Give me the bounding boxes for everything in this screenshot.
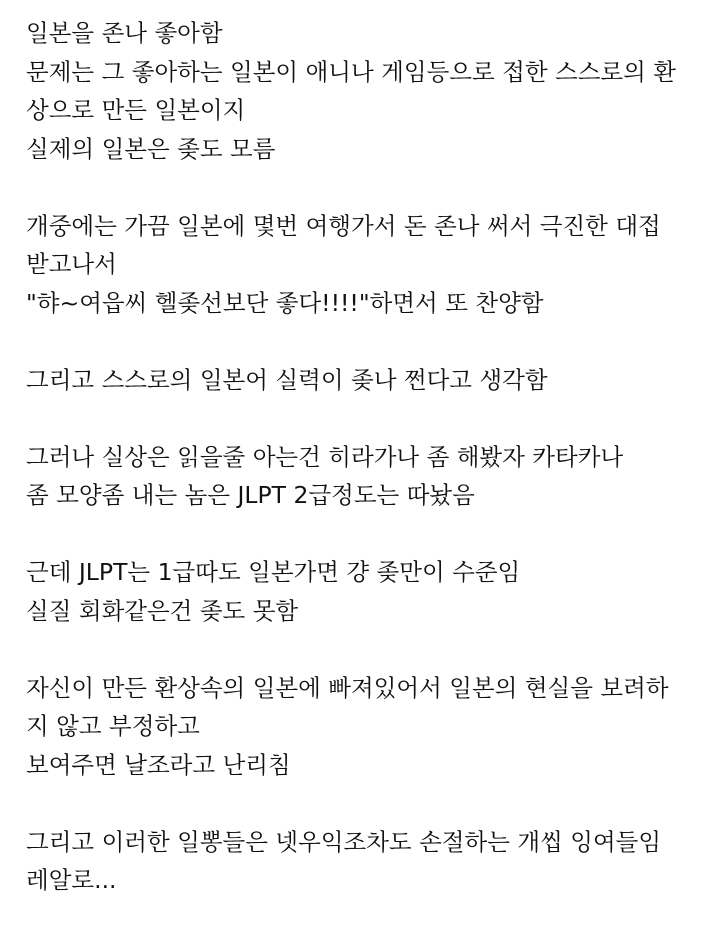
paragraph <box>26 14 706 168</box>
text-line: 실제의 일본은 좆도 모름 <box>26 134 276 163</box>
text-line: 개중에는 가끔 일본에 몇번 여행가서 돈 존나 써서 극진한 대접 <box>26 211 661 240</box>
paragraph <box>26 361 706 400</box>
paragraph <box>26 553 706 630</box>
text-line: 그리고 이러한 일뽕들은 넷우익조차도 손절하는 개씹 잉여들임 <box>26 827 662 856</box>
paragraph <box>26 823 706 900</box>
text-line: 상으로 만든 일본이지 <box>26 96 246 124</box>
text-line: 보여주면 날조라고 난리침 <box>26 750 291 779</box>
text-line: 문제는 그 좋아하는 일본이 애니나 게임등으로 접한 스스로의 환 <box>26 57 676 86</box>
text-line: 레알로... <box>26 866 117 894</box>
text-line: 그러나 실상은 읽을줄 아는건 히라가나 좀 해봤자 카타카나 <box>26 442 624 471</box>
text-line: 그리고 스스로의 일본어 실력이 좆나 쩐다고 생각함 <box>26 365 548 394</box>
text-line: 자신이 만든 환상속의 일본에 빠져있어서 일본의 현실을 보려하 <box>26 673 669 702</box>
text-line: 근데 JLPT는 1급따도 일본가면 걍 좆만이 수준임 <box>26 558 521 586</box>
text-line: 일본을 존나 좋아함 <box>26 19 223 47</box>
text-line: 받고나서 <box>26 250 117 278</box>
paragraph <box>26 438 706 515</box>
text-line: 지 않고 부정하고 <box>26 712 200 740</box>
post-body <box>26 14 706 938</box>
text-line: 좀 모양좀 내는 놈은 JLPT 2급정도는 따놨음 <box>26 481 475 509</box>
text-line: "햐~여읍씨 헬좆선보단 좋다!!!!"하면서 또 찬양함 <box>26 288 544 317</box>
paragraph <box>26 669 706 785</box>
text-line: 실질 회화같은건 좆도 못함 <box>26 596 299 625</box>
paragraph <box>26 207 706 323</box>
